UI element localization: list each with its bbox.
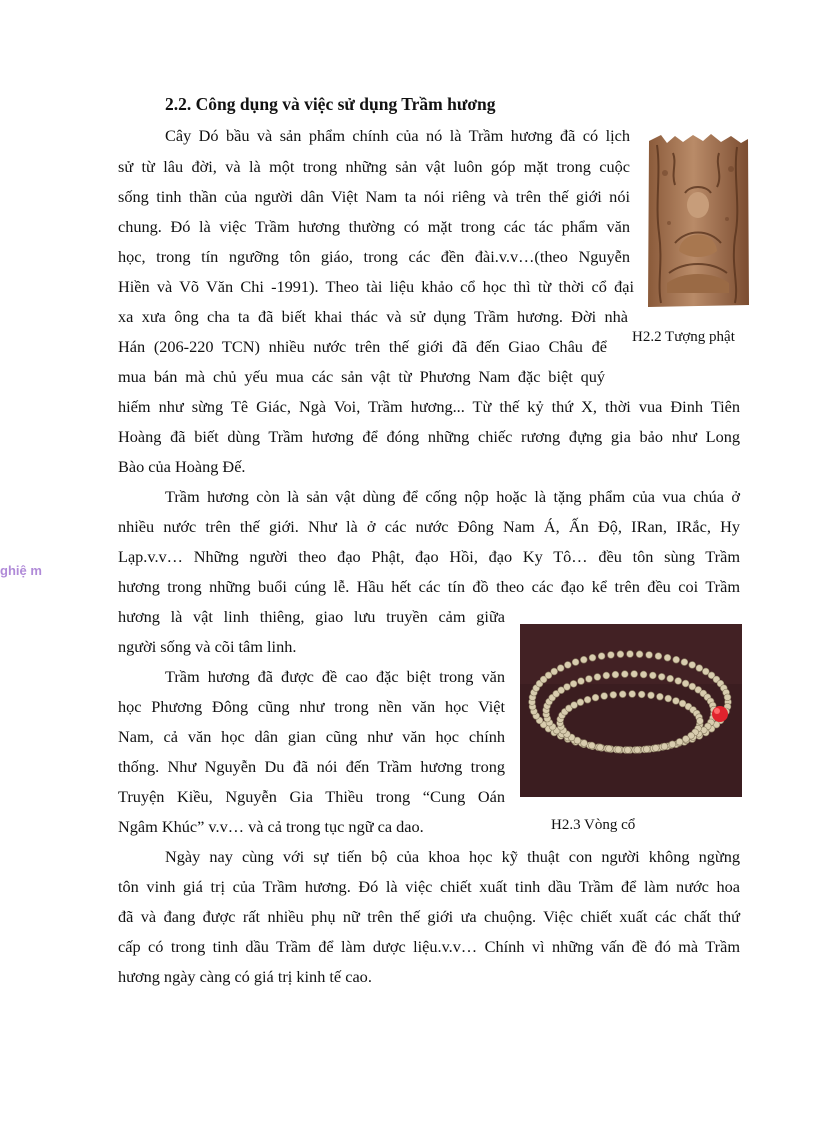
paragraph-4-line: tôn vinh giá trị của Trầm hương. Đó là việc chiết xuất tinh dầu Trầm để làm nước hoa [118, 877, 740, 896]
paragraph-3-line: Truyện Kiều, Nguyễn Gia Thiều trong “Cung Oán [118, 787, 505, 806]
paragraph-2-line: nhiều nước trên thế giới. Như là ở các nước Đông Nam Á, Ấn Độ, IRan, IRắc, Hy [118, 517, 740, 536]
paragraph-3-line: thống. Như Nguyễn Du đã nói đến Trầm hương trong [118, 757, 505, 776]
paragraph-4-line: đã và đang được rất nhiều phụ nữ trên thế giới ưa chuộng. Việc chiết xuất các chất thứ [118, 907, 740, 926]
buddha-statue-image [645, 133, 751, 310]
paragraph-4-line: Ngày nay cùng với sự tiến bộ của khoa học kỹ thuật con người không ngừng [165, 847, 740, 866]
section-title: 2.2. Công dụng và việc sử dụng Trầm hương [165, 94, 496, 114]
paragraph-3-line: Trầm hương đã được đề cao đặc biệt trong văn [165, 667, 505, 686]
watermark-text: ghiệ m [0, 563, 42, 578]
paragraph-4-line: cấp có trong tinh dầu Trầm để làm dược liệu.v.v… Chính vì những vấn đề đó mà Trầm [118, 937, 740, 956]
necklace-image [520, 624, 742, 797]
paragraph-1-line: học, trong tín ngưỡng tôn giáo, trong các đền đài.v.v…(theo Nguyễn [118, 247, 630, 266]
paragraph-1-line: sống tinh thần của người dân Việt Nam ta nói riêng và trên thế giới nói [118, 187, 630, 206]
paragraph-1-line: mua bán mà chủ yếu mua các sản vật từ Phương Nam đặc biệt quý [118, 367, 605, 386]
paragraph-1-line: hiếm như sừng Tê Giác, Ngà Voi, Trầm hương... Từ thế kỷ thứ X, thời vua Đinh Tiên [118, 397, 740, 416]
paragraph-3-line: Nam, cả văn học dân gian cũng như văn học chính [118, 727, 505, 746]
paragraph-2-line: Trầm hương còn là sản vật dùng để cống nộp hoặc là tặng phẩm của vua chúa ở [165, 487, 740, 506]
paragraph-1-line: Hiền và Võ Văn Chi -1991). Theo tài liệu khảo cổ học thì từ thời cổ đại [118, 277, 634, 296]
paragraph-2-line: hương trong những buổi cúng lễ. Hầu hết các tín đồ theo các đạo kể trên đều coi Trầm [118, 577, 740, 596]
paragraph-3-line: Ngâm Khúc” v.v… và cả trong tục ngữ ca dao. [118, 817, 424, 836]
paragraph-1-line: chung. Đó là việc Trầm hương thường có mặt trong các tác phẩm văn [118, 217, 630, 236]
paragraph-1-line: Bào của Hoàng Đế. [118, 457, 246, 476]
paragraph-1-line: Cây Dó bầu và sản phẩm chính của nó là Trầm hương đã có lịch [165, 126, 630, 145]
paragraph-1-line: xa xưa ông cha ta đã biết khai thác và sử dụng Trầm hương. Đời nhà [118, 307, 628, 326]
paragraph-1-line: Hoàng đã biết dùng Trầm hương để đóng những chiếc rương đựng gia bảo như Long [118, 427, 740, 446]
necklace-caption: H2.3 Vòng cổ [551, 817, 636, 833]
paragraph-2-line: người sống và cõi tâm linh. [118, 637, 297, 656]
paragraph-2-line: hương là vật linh thiêng, giao lưu truyền cảm giữa [118, 607, 505, 626]
paragraph-4-line: hương ngày càng có giá trị kinh tế cao. [118, 967, 372, 986]
paragraph-3-line: học Phương Đông cũng như trong nền văn học Việt [118, 697, 505, 716]
paragraph-1-line: sử từ lâu đời, và là một trong những sản vật luôn góp mặt trong cuộc [118, 157, 630, 176]
paragraph-2-line: Lạp.v.v… Những người theo đạo Phật, đạo Hồi, đạo Ky Tô… đều tôn sùng Trầm [118, 547, 740, 566]
statue-caption: H2.2 Tượng phật [632, 329, 735, 345]
paragraph-1-line: Hán (206-220 TCN) nhiều nước trên thế giới đã đến Giao Châu để [118, 337, 607, 356]
